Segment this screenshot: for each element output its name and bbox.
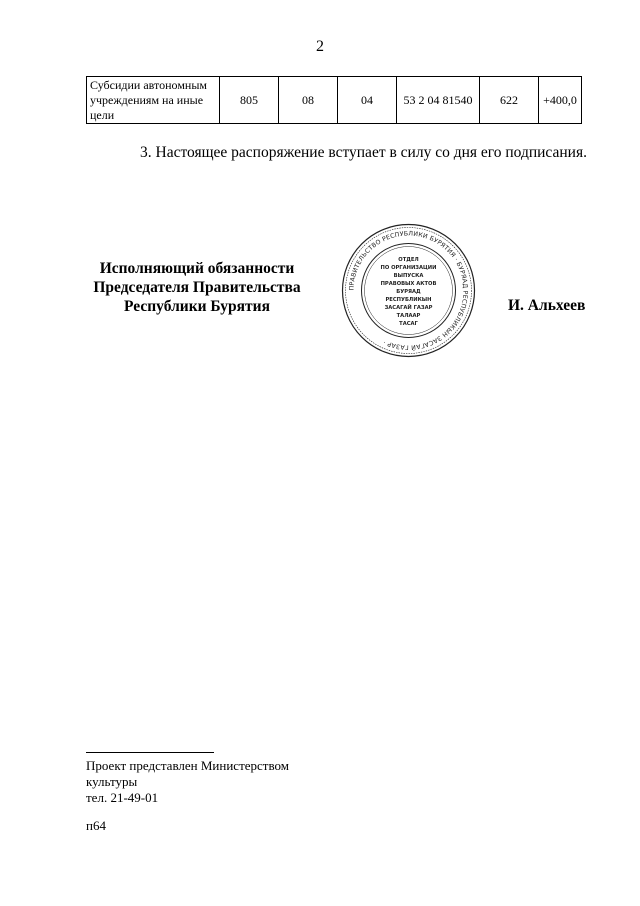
seal-center-line: БУРЯАД — [396, 289, 421, 295]
paragraph-3: 3. Настоящее распоряжение вступает в силу со дня его подписания. — [140, 144, 587, 161]
seal-center-line: ТАЛААР — [396, 313, 421, 319]
signatory-name: И. Альхеев — [508, 297, 586, 314]
budget-table — [86, 76, 582, 124]
signatory-title-line: Исполняющий обязанности — [99, 260, 295, 277]
seal-outer-text: ПРАВИТЕЛЬСТВО РЕСПУБЛИКИ БУРЯТИЯ · БУРЯАД РЕСПУБЛИКЫН ЗАСАГАЙ ГАЗАР · — [348, 230, 469, 351]
cell-amount: +400,0 — [539, 77, 582, 124]
table-row — [87, 77, 582, 124]
footer-phone: тел. 21-49-01 — [86, 790, 159, 805]
seal-center-line: ЗАСАГАЙ ГАЗАР — [384, 305, 433, 311]
footer-author-note: Проект представлен Министерством культуры — [86, 758, 290, 789]
seal-center-line: ОТДЕЛ — [398, 257, 419, 263]
cell-section: 08 — [279, 77, 338, 124]
seal-center-line: ПО ОРГАНИЗАЦИИ — [380, 265, 437, 271]
cell-description: Субсидии автономным учреждениям на иные цели — [87, 77, 220, 124]
page-number: 2 — [316, 38, 324, 55]
cell-target-article: 53 2 04 81540 — [397, 77, 480, 124]
footer-note — [86, 758, 316, 806]
footer-code: п64 — [86, 818, 106, 833]
signatory-title — [86, 259, 308, 316]
footer-divider — [86, 752, 214, 753]
seal-center-line: РЕСПУБЛИКЫН — [385, 297, 432, 303]
official-seal — [341, 223, 476, 358]
seal-center-line: ТАСАГ — [399, 321, 418, 327]
cell-expense-type: 622 — [480, 77, 539, 124]
seal-center-line: ПРАВОВЫХ АКТОВ — [380, 281, 437, 287]
signatory-title-line: Республики Бурятия — [124, 298, 270, 315]
cell-ministry-code: 805 — [220, 77, 279, 124]
cell-subsection: 04 — [338, 77, 397, 124]
signatory-title-line: Председателя Правительства — [93, 279, 301, 296]
seal-center-line: ВЫПУСКА — [393, 273, 424, 279]
